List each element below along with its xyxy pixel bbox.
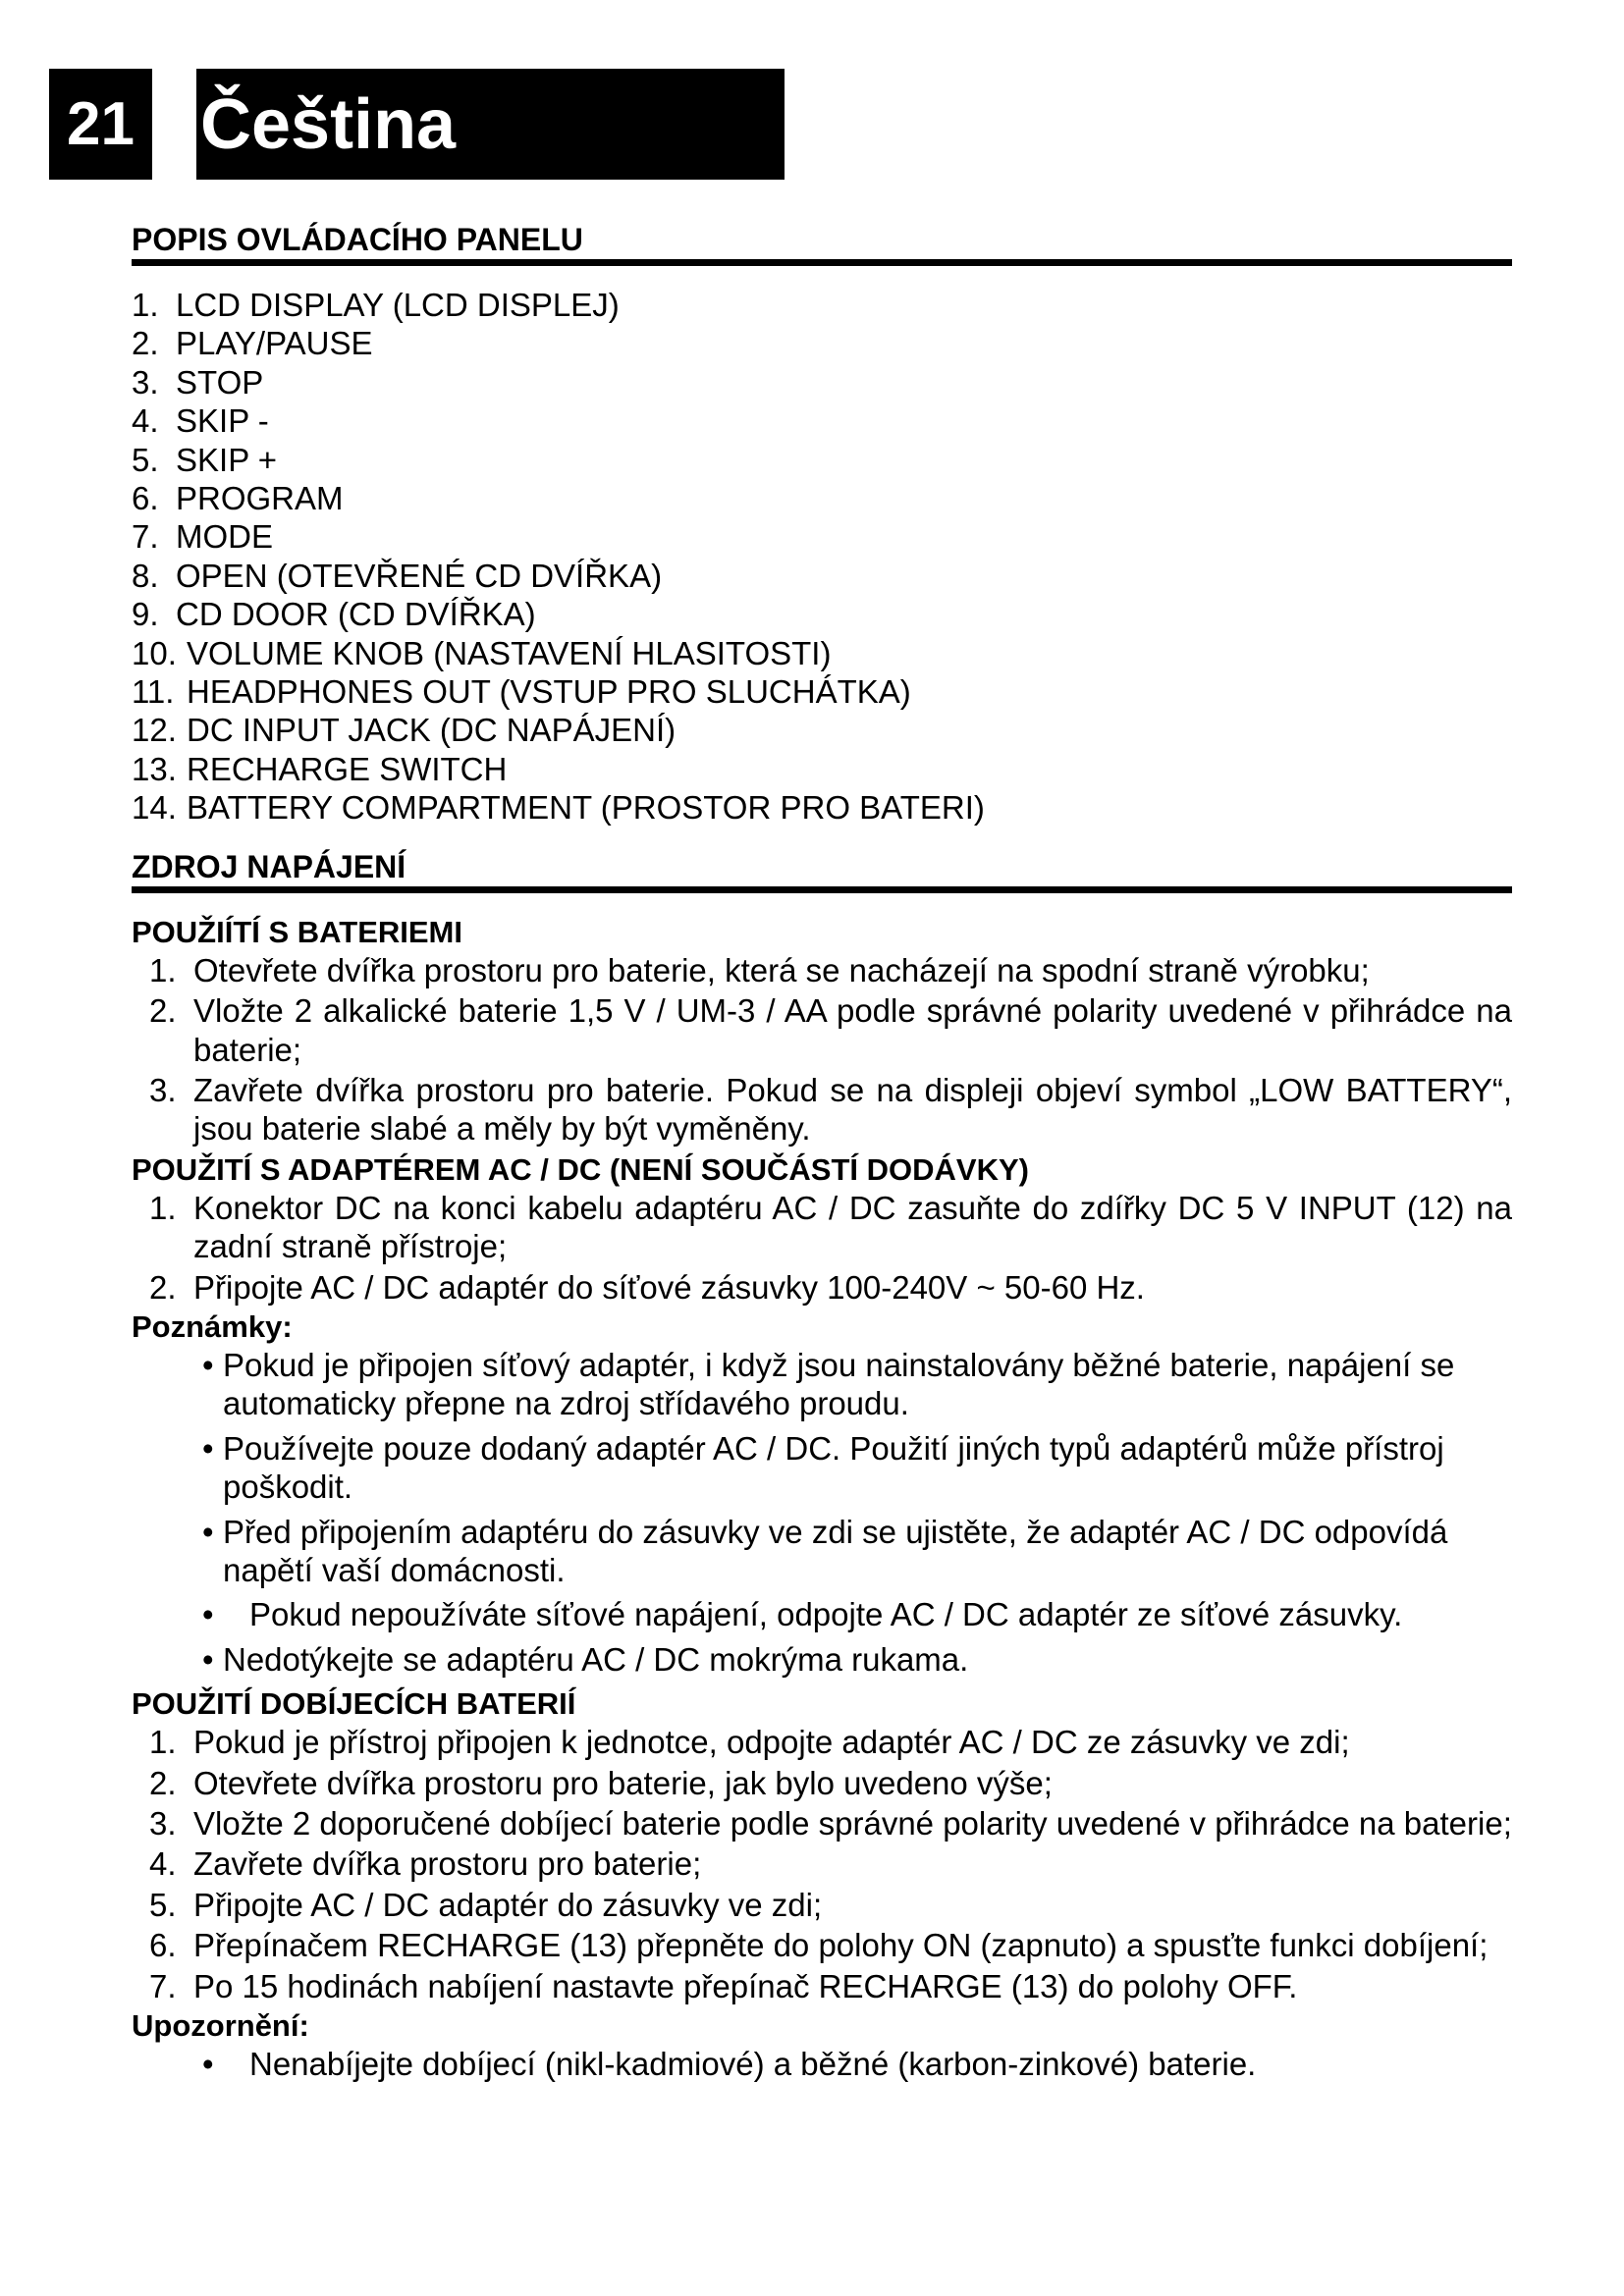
- list-item: [132, 1268, 1512, 1307]
- list-item-number: 7.: [149, 1967, 177, 2004]
- list-item-number: 1.: [149, 951, 177, 988]
- list-item: [132, 991, 1512, 1069]
- list-item: [132, 1967, 1512, 2005]
- list-item-text: SKIP -: [176, 402, 269, 440]
- list-item: [132, 286, 1512, 324]
- list-item-number: 4.: [149, 1845, 177, 1883]
- language-title: Čeština: [196, 69, 785, 180]
- list-item: [132, 1886, 1512, 1924]
- list-item-text: Připojte AC / DC adaptér do síťové zásuvky 100-240V ~ 50-60 Hz.: [193, 1268, 1145, 1306]
- list-item-text: LCD DISPLAY (LCD DISPLEJ): [176, 287, 620, 323]
- bullet-text: Před připojením adaptéru do zásuvky ve zdi se ujistěte, že adaptér AC / DC odpovídá napětí vaší domácnosti.: [223, 1513, 1448, 1588]
- warnings-list: [132, 2045, 1512, 2083]
- list-item: [132, 401, 1512, 440]
- list-item: [132, 634, 1512, 672]
- adapter-list: [132, 1189, 1512, 1307]
- bullet-text: Pokud nepoužíváte síťové napájení, odpojte AC / DC adaptér ze síťové zásuvky.: [249, 1596, 1403, 1633]
- list-item: [132, 441, 1512, 479]
- list-item-text: Otevřete dvířka prostoru pro baterie, jak bylo uvedeno výše;: [193, 1764, 1053, 1801]
- list-item: [132, 788, 1512, 827]
- list-item-text: HEADPHONES OUT (VSTUP PRO SLUCHÁTKA): [187, 673, 911, 711]
- bullet-icon: •: [202, 2046, 214, 2083]
- bullet-text: Nedotýkejte se adaptéru AC / DC mokrýma rukama.: [223, 1640, 969, 1678]
- bullet-icon: •: [202, 1346, 214, 1383]
- list-item-number: 9.: [132, 596, 159, 633]
- list-item: [132, 1804, 1512, 1842]
- bullet-item: [132, 1595, 1512, 1633]
- list-item: [132, 951, 1512, 989]
- list-item-number: 14.: [132, 789, 177, 827]
- list-item-number: 1.: [149, 1189, 177, 1226]
- list-item-text: DC INPUT JACK (DC NAPÁJENÍ): [187, 712, 677, 749]
- list-item-text: Pokud je přístroj připojen k jednotce, odpojte adaptér AC / DC ze zásuvky ve zdi;: [193, 1724, 1350, 1761]
- list-item-number: 1.: [149, 1724, 177, 1761]
- list-item: [132, 672, 1512, 711]
- list-item-number: 7.: [132, 518, 159, 556]
- list-item-text: Vložte 2 doporučené dobíjecí baterie podle správné polarity uvedené v přihrádce na baterie;: [193, 1805, 1512, 1842]
- list-item: [132, 324, 1512, 362]
- list-item-text: STOP: [176, 363, 264, 400]
- control-panel-list: [132, 286, 1512, 828]
- list-item-number: 5.: [132, 441, 159, 478]
- list-item-text: Připojte AC / DC adaptér do zásuvky ve zdi;: [193, 1886, 823, 1923]
- list-item: [132, 1844, 1512, 1883]
- list-item: [132, 1189, 1512, 1266]
- list-item-number: 5.: [149, 1886, 177, 1923]
- list-item-text: Zavřete dvířka prostoru pro baterie;: [193, 1845, 702, 1883]
- section-title-power: ZDROJ NAPÁJENÍ: [132, 847, 1512, 893]
- subsection-title-adapter: POUŽITÍ S ADAPTÉREM AC / DC (NENÍ SOUČÁSTÍ DODÁVKY): [132, 1151, 1029, 1187]
- warning-title: Upozornění:: [132, 2008, 309, 2044]
- list-item-text: SKIP +: [176, 441, 278, 478]
- list-item-number: 10.: [132, 634, 177, 671]
- notes-list: [132, 1346, 1512, 1679]
- list-item-text: PLAY/PAUSE: [176, 325, 373, 362]
- batteries-list: [132, 951, 1512, 1148]
- list-item-number: 2.: [149, 992, 177, 1030]
- list-item-number: 3.: [132, 363, 159, 400]
- notes-title: Poznámky:: [132, 1308, 293, 1344]
- list-item-text: Otevřete dvířka prostoru pro baterie, která se nacházejí na spodní straně výrobku;: [193, 951, 1370, 988]
- list-item-text: BATTERY COMPARTMENT (PROSTOR PRO BATERI): [187, 789, 985, 827]
- list-item: [132, 711, 1512, 749]
- list-item-number: 2.: [149, 1268, 177, 1306]
- list-item-text: Zavřete dvířka prostoru pro baterie. Pokud se na displeji objeví symbol „LOW BATTERY“, jsou baterie slabé a měly by být vyměněny.: [193, 1071, 1512, 1148]
- list-item-text: Vložte 2 alkalické baterie 1,5 V / UM-3 / AA podle správné polarity uvedené v přihrádce na baterie;: [193, 992, 1512, 1068]
- list-item-number: 11.: [132, 673, 175, 711]
- list-item-number: 12.: [132, 712, 177, 749]
- list-item-number: 2.: [149, 1764, 177, 1801]
- bullet-icon: •: [202, 1596, 214, 1633]
- list-item-text: RECHARGE SWITCH: [187, 750, 508, 787]
- list-item: [132, 517, 1512, 556]
- list-item-number: 8.: [132, 557, 159, 594]
- list-item: [132, 1764, 1512, 1802]
- section-title-control-panel: POPIS OVLÁDACÍHO PANELU: [132, 220, 1512, 266]
- list-item: [132, 1071, 1512, 1148]
- list-item-number: 3.: [149, 1805, 177, 1842]
- bullet-item: [132, 1640, 1512, 1679]
- bullet-icon: •: [202, 1640, 214, 1678]
- list-item-number: 2.: [132, 325, 159, 362]
- list-item-text: VOLUME KNOB (NASTAVENÍ HLASITOSTI): [187, 634, 832, 671]
- list-item-text: Po 15 hodinách nabíjení nastavte přepínač RECHARGE (13) do polohy OFF.: [193, 1967, 1298, 2004]
- list-item-text: Konektor DC na konci kabelu adaptéru AC / DC zasuňte do zdířky DC 5 V INPUT (12) na zadní straně přístroje;: [193, 1189, 1512, 1265]
- page-number: 21: [49, 69, 152, 180]
- list-item: [132, 363, 1512, 401]
- list-item: [132, 479, 1512, 517]
- bullet-item: [132, 1513, 1512, 1590]
- rechargeable-list: [132, 1723, 1512, 2005]
- list-item-number: 1.: [132, 287, 159, 323]
- subsection-title-batteries: POUŽIÍTÍ S BATERIEMI: [132, 914, 462, 949]
- list-item-number: 6.: [132, 480, 159, 517]
- list-item: [132, 557, 1512, 595]
- list-item-number: 4.: [132, 402, 159, 440]
- list-item-number: 13.: [132, 750, 177, 787]
- bullet-icon: •: [202, 1513, 214, 1550]
- list-item-text: OPEN (OTEVŘENÉ CD DVÍŘKA): [176, 557, 663, 594]
- bullet-icon: •: [202, 1429, 214, 1467]
- page-content: [132, 220, 1512, 2089]
- bullet-item: [132, 1429, 1512, 1507]
- list-item: [132, 1926, 1512, 1964]
- list-item-text: PROGRAM: [176, 480, 344, 517]
- list-item-number: 3.: [149, 1071, 177, 1108]
- list-item-number: 6.: [149, 1927, 177, 1964]
- list-item-text: MODE: [176, 518, 273, 556]
- bullet-text: Používejte pouze dodaný adaptér AC / DC. Použití jiných typů adaptérů může přístroj poškodit.: [223, 1429, 1444, 1506]
- bullet-text: Pokud je připojen síťový adaptér, i když jsou nainstalovány běžné baterie, napájení se automaticky přepne na zdroj střídavého proudu.: [223, 1346, 1455, 1422]
- list-item: [132, 750, 1512, 788]
- list-item-text: CD DOOR (CD DVÍŘKA): [176, 596, 536, 633]
- list-item: [132, 1723, 1512, 1761]
- bullet-item: [132, 2045, 1512, 2083]
- bullet-text: Nenabíjejte dobíjecí (nikl-kadmiové) a běžné (karbon-zinkové) baterie.: [249, 2046, 1257, 2083]
- list-item-text: Přepínačem RECHARGE (13) přepněte do polohy ON (zapnuto) a spusťte funkci dobíjení;: [193, 1927, 1489, 1964]
- subsection-title-rechargeable: POUŽITÍ DOBÍJECÍCH BATERIÍ: [132, 1686, 576, 1722]
- list-item: [132, 595, 1512, 633]
- bullet-item: [132, 1346, 1512, 1423]
